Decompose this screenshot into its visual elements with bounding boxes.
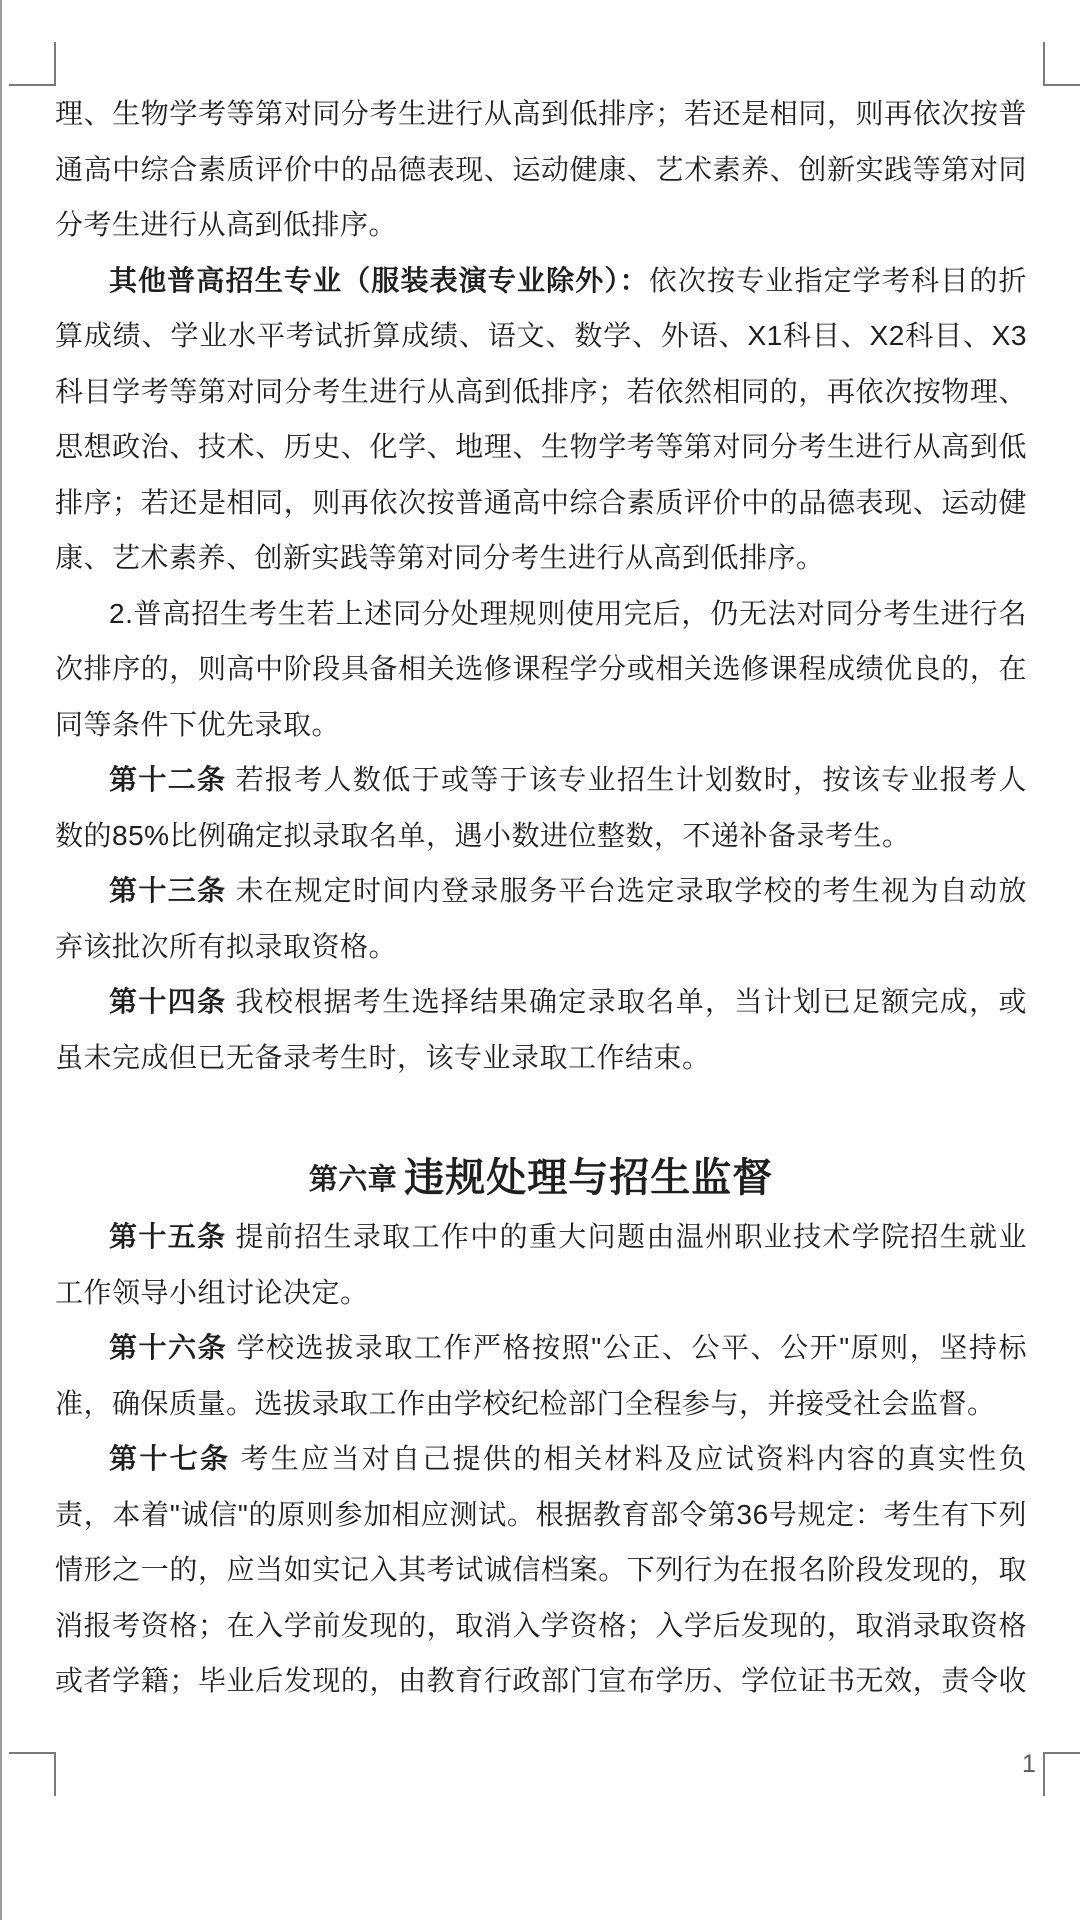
crop-mark-top-right [1043,42,1080,86]
article-label: 第十六条 [109,1332,228,1363]
line-text: 排序；若还是相同，则再依次按普通高中综合素质评价中的品德表现、运动健 [55,486,1027,518]
text-line [55,1598,1027,1654]
text-line [55,1265,1027,1321]
text-line [55,1320,1027,1376]
line-text: 准，确保质量。选拔录取工作由学校纪检部门全程参与，并接受社会监督。 [55,1387,996,1419]
line-text: 虽未完成但已无备录考生时，该专业录取工作结束。 [55,1041,711,1073]
text-line [55,863,1027,919]
line-text: 数的85%比例确定拟录取名单，遇小数进位整数，不递补备录考生。 [55,819,911,851]
text-line [55,1209,1027,1265]
document-content [55,86,1027,1709]
text-line [55,1431,1027,1487]
text-line [55,808,1027,864]
line-text: 或者学籍；毕业后发现的，由教育行政部门宣布学历、学位证书无效，责令收 [55,1665,1027,1696]
line-text: 情形之一的，应当如实记入其考试诚信档案。下列行为在报名阶段发现的，取 [55,1554,1027,1585]
chapter-title: 违规处理与招生监督 [404,1156,774,1200]
line-text: 2.普高招生考生若上述同分处理规则使用完后，仍无法对同分考生进行名 [109,597,1027,629]
text-line [55,1653,1027,1709]
line-text: 学校选拔录取工作严格按照"公正、公平、公开"原则，坚持标 [227,1332,1027,1363]
line-text: 科目学考等第对同分考生进行从高到低排序；若依然相同的，再依次按物理、 [55,375,1027,407]
text-line [55,475,1027,531]
line-text: 算成绩、学业水平考试折算成绩、语文、数学、外语、X1科目、X2科目、X3 [55,320,1027,351]
article-label: 第十二条 [109,764,227,795]
text-line [55,253,1027,309]
text-line [55,142,1027,198]
page-left-edge [0,0,2,1920]
line-text: 责，本着"诚信"的原则参加相应测试。根据教育部令第36号规定：考生有下列 [55,1498,1027,1530]
line-text: 弃该批次所有拟录取资格。 [55,930,398,962]
text-line [55,308,1027,364]
line-text: 消报考资格；在入学前发现的，取消入学资格；入学后发现的，取消录取资格 [55,1609,1027,1641]
text-line [55,419,1027,475]
text-line [55,86,1027,142]
line-text: 未在规定时间内登录服务平台选定录取学校的考生视为自动放 [226,875,1027,906]
page-number: 1 [1022,1750,1036,1778]
text-line [55,1030,1027,1086]
crop-mark-top-left [9,42,56,86]
chapter-number: 第六章 [308,1164,398,1196]
article-label: 其他普高招生专业（服装表演专业除外）： [109,264,649,296]
line-text: 通高中综合素质评价中的品德表现、运动健康、艺术素养、创新实践等第对同 [55,153,1027,185]
text-line [55,919,1027,975]
text-line [55,1376,1027,1432]
text-line [55,641,1027,697]
article-label: 第十三条 [109,875,227,906]
text-line [55,1487,1027,1543]
text-line [55,752,1027,808]
crop-mark-bottom-left [9,1752,56,1796]
line-text: 工作领导小组讨论决定。 [55,1276,369,1308]
line-text: 理、生物学考等第对同分考生进行从高到低排序；若还是相同，则再依次按普 [55,98,1027,129]
text-line [55,586,1027,642]
line-text: 我校根据考生选择结果确定录取名单，当计划已足额完成，或 [226,986,1027,1017]
line-text: 思想政治、技术、历史、化学、地理、生物学考等第对同分考生进行从高到低 [55,431,1027,462]
line-text: 依次按专业指定学考科目的折 [648,264,1027,296]
text-line [55,364,1027,420]
line-text: 考生应当对自己提供的相关材料及应试资料内容的真实性负 [230,1443,1027,1474]
line-text: 提前招生录取工作中的重大问题由温州职业技术学院招生就业 [226,1221,1027,1252]
article-label: 第十五条 [109,1221,227,1252]
text-line [55,974,1027,1030]
line-text: 康、艺术素养、创新实践等第对同分考生进行从高到低排序。 [55,542,825,573]
line-text: 若报考人数低于或等于该专业招生计划数时，按该专业报考人 [226,764,1027,795]
text-line [55,197,1027,253]
article-label: 第十七条 [109,1443,231,1474]
text-line [55,697,1027,753]
line-text: 分考生进行从高到低排序。 [55,209,398,240]
crop-mark-bottom-right [1043,1752,1080,1796]
text-line [55,530,1027,586]
article-label: 第十四条 [109,986,227,1017]
chapter-heading [55,1147,1027,1209]
line-text: 同等条件下优先录取。 [55,708,341,740]
line-text: 次排序的，则高中阶段具备相关选修课程学分或相关选修课程成绩优良的，在 [55,653,1027,684]
text-line [55,1542,1027,1598]
